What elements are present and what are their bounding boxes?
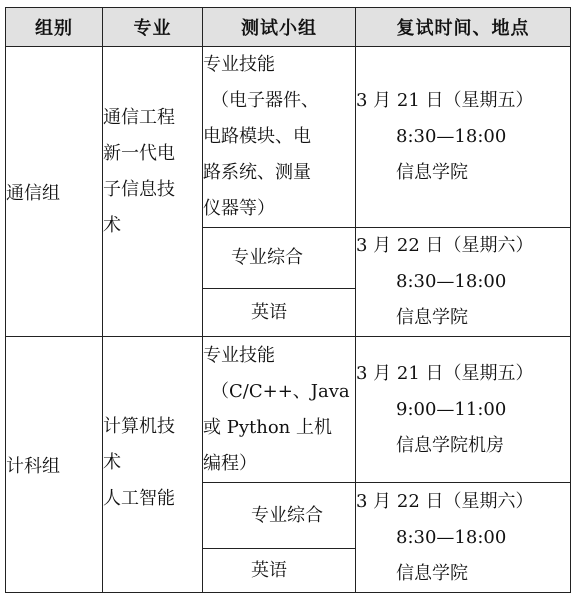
major-cell — [103, 47, 203, 337]
time-text: 9:00—11:00 — [396, 398, 507, 420]
place-text: 信息学院 — [396, 307, 468, 328]
subject-line: 编程） — [203, 452, 257, 474]
subject-cell: 英语 — [203, 549, 356, 593]
major-line: 计算机技 — [103, 415, 175, 437]
place-text: 信息学院 — [396, 162, 468, 183]
subject-line: 路系统、测量 — [203, 162, 311, 183]
time-place-cell — [356, 47, 571, 228]
date-text: 3 月 21 日（星期五） — [356, 362, 534, 384]
subject-line: 专业技能 — [203, 54, 275, 75]
subject-cell: 专业综合 — [203, 483, 356, 549]
time-text: 8:30—18:00 — [396, 526, 507, 548]
time-text: 8:30—18:00 — [396, 126, 507, 147]
header-test-group: 测试小组 — [203, 8, 356, 47]
place-text: 信息学院 — [396, 562, 468, 584]
time-place-cell — [356, 483, 571, 593]
subject-line: 或 Python 上机 — [203, 416, 332, 438]
subject-line: 仪器等） — [203, 198, 275, 219]
subject-cell — [203, 47, 356, 228]
subject-cell: 专业综合 — [203, 228, 356, 289]
major-line: 子信息技 — [103, 178, 175, 200]
subject-line: 电路模块、电 — [203, 126, 311, 147]
date-text: 3 月 22 日（星期六） — [356, 490, 534, 512]
major-line: 术 — [103, 214, 121, 236]
time-text: 8:30—18:00 — [396, 271, 507, 292]
place-text: 信息学院机房 — [396, 434, 504, 456]
major-line: 人工智能 — [103, 487, 175, 509]
header-major: 专业 — [103, 8, 203, 47]
major-cell — [103, 337, 203, 593]
schedule-table — [5, 7, 571, 593]
major-line: 术 — [103, 451, 121, 473]
time-place-cell — [356, 228, 571, 337]
header-time-place: 复试时间、地点 — [356, 8, 571, 47]
group-name: 计科组 — [6, 337, 103, 593]
group-name: 通信组 — [6, 47, 103, 337]
subject-line: （C/C++、Java — [211, 380, 350, 402]
table-row — [6, 47, 571, 228]
time-place-cell — [356, 337, 571, 483]
subject-line: 专业技能 — [203, 344, 275, 366]
date-text: 3 月 21 日（星期五） — [356, 90, 534, 111]
header-row — [6, 8, 571, 47]
subject-cell: 英语 — [203, 289, 356, 337]
header-group: 组别 — [6, 8, 103, 47]
major-line: 新一代电 — [103, 142, 175, 164]
table-row — [6, 337, 571, 483]
subject-cell — [203, 337, 356, 483]
date-text: 3 月 22 日（星期六） — [356, 235, 534, 256]
subject-line: （电子器件、 — [211, 90, 319, 111]
major-line: 通信工程 — [103, 106, 175, 128]
